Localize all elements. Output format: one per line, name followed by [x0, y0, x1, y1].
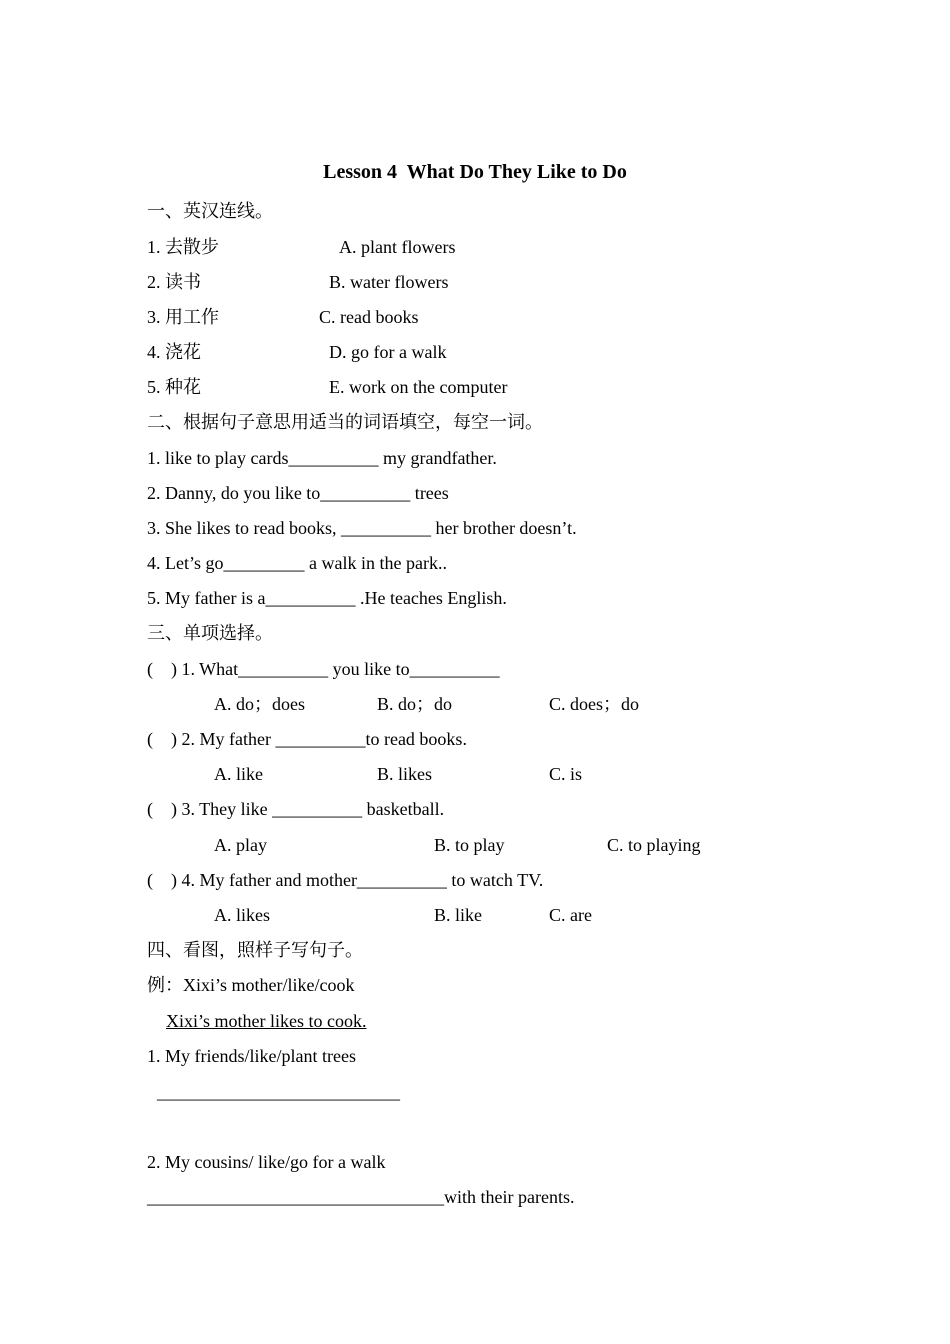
example-answer: Xixi’s mother likes to cook. [166, 1011, 367, 1031]
choice-stem-2: ( ) 2. My father __________to read books. [147, 729, 467, 749]
write-answer-line-2: _________________________________with their parents. [147, 1187, 575, 1207]
match-cn-5: 5. 种花 [147, 377, 201, 397]
match-cn-4: 4. 浇花 [147, 342, 201, 362]
choice-1-option-b: B. do；do [377, 694, 453, 714]
choice-stem-3: ( ) 3. They like __________ basketball. [147, 799, 445, 819]
section3-heading: 三、单项选择。 [147, 623, 273, 643]
match-en-2: B. water flowers [329, 272, 449, 292]
choice-3-option-c: C. to playing [607, 835, 701, 855]
choice-3-option-b: B. to play [434, 835, 505, 855]
match-en-5: E. work on the computer [329, 377, 508, 397]
choice-1-option-a: A. do；does [214, 694, 305, 714]
write-prompt-1: 1. My friends/like/plant trees [147, 1046, 356, 1066]
example-prompt: 例：Xixi’s mother/like/cook [147, 975, 355, 995]
choice-stem-4: ( ) 4. My father and mother__________ to watch TV. [147, 870, 544, 890]
match-cn-1: 1. 去散步 [147, 237, 219, 257]
choice-2-option-b: B. likes [377, 764, 433, 784]
choice-stem-1: ( ) 1. What__________ you like to__________ [147, 659, 500, 679]
fill-item-1: 1. like to play cards__________ my grandfather. [147, 448, 497, 468]
section4-heading: 四、看图，照样子写句子。 [147, 940, 363, 960]
fill-item-5: 5. My father is a__________ .He teaches English. [147, 588, 507, 608]
choice-3-option-a: A. play [214, 835, 267, 855]
choice-1-option-c: C. does；do [549, 694, 639, 714]
page-title: Lesson 4 What Do They Like to Do [323, 161, 627, 183]
fill-item-4: 4. Let’s go_________ a walk in the park.. [147, 553, 447, 573]
choice-2-option-c: C. is [549, 764, 583, 784]
choice-4-option-c: C. are [549, 905, 592, 925]
choice-2-option-a: A. like [214, 764, 263, 784]
match-cn-3: 3. 用工作 [147, 307, 219, 327]
fill-item-3: 3. She likes to read books, __________ her brother doesn’t. [147, 518, 577, 538]
write-answer-line-1: ___________________________ [157, 1082, 400, 1102]
match-en-3: C. read books [319, 307, 419, 327]
write-prompt-2: 2. My cousins/ like/go for a walk [147, 1152, 386, 1172]
match-en-1: A. plant flowers [339, 237, 456, 257]
choice-4-option-a: A. likes [214, 905, 270, 925]
section2-heading: 二、根据句子意思用适当的词语填空，每空一词。 [147, 412, 543, 432]
match-en-4: D. go for a walk [329, 342, 447, 362]
match-cn-2: 2. 读书 [147, 272, 201, 292]
fill-item-2: 2. Danny, do you like to__________ trees [147, 483, 449, 503]
section1-heading: 一、英汉连线。 [147, 201, 273, 221]
choice-4-option-b: B. like [434, 905, 482, 925]
